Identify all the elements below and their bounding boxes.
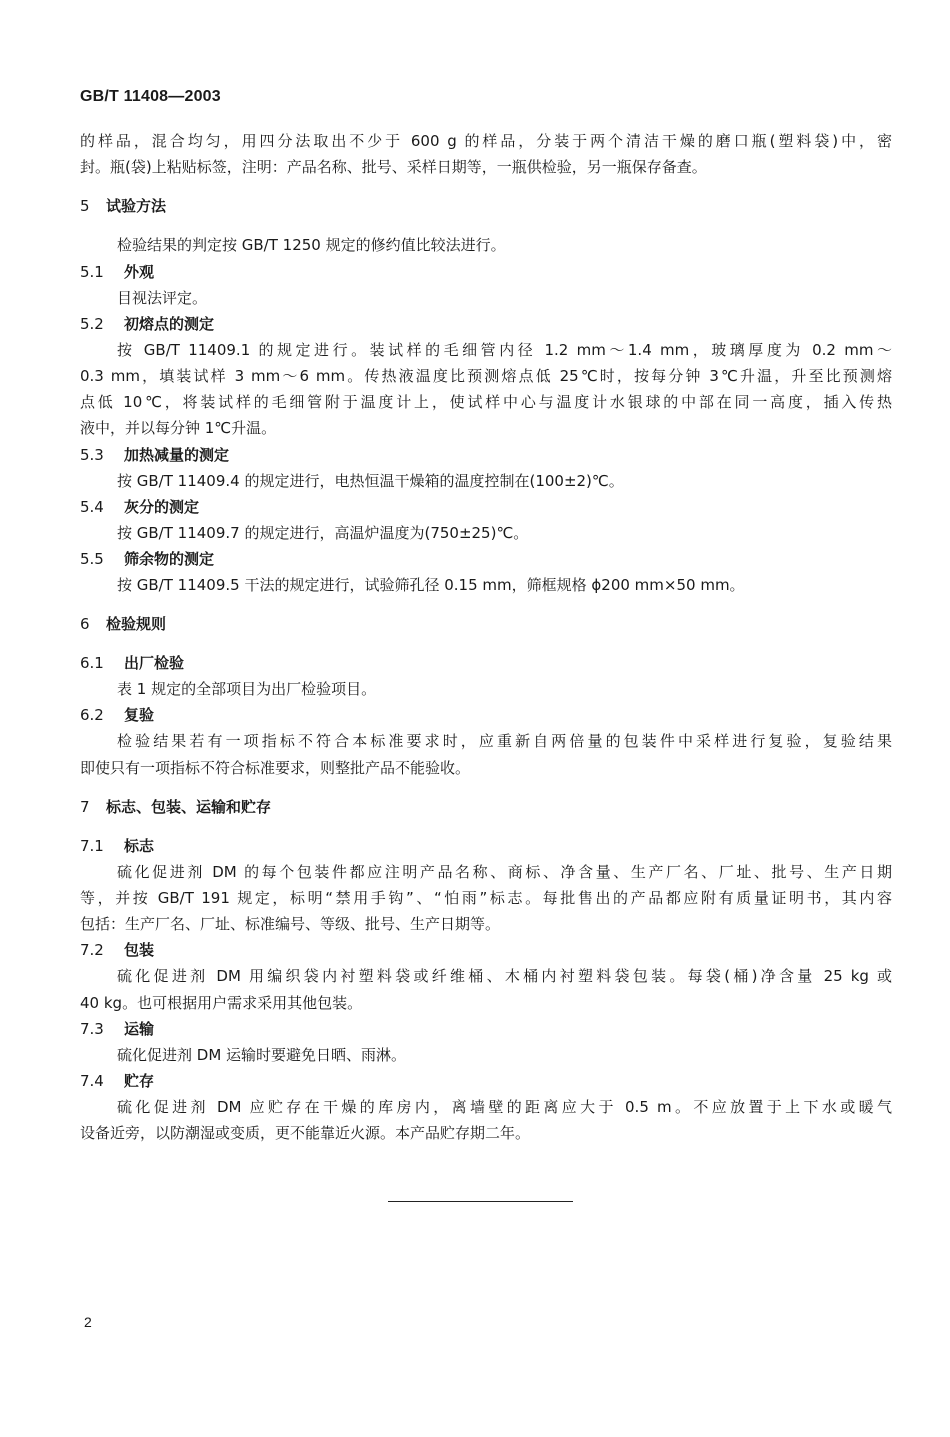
clause-6-1-body: 表 1 规定的全部项目为出厂检验项目。 [117,680,377,699]
clause-5-2-line-2: 0.3 mm，填装试样 3 mm～6 mm。传热液温度比预测熔点低 25℃时，按每分钟 3℃升温，升至比预测熔 [80,367,892,386]
clause-7-2-title: 包装 [124,941,155,960]
clause-7-2-heading [80,937,892,963]
clause-7-4-line-1: 硫化促进剂 DM 应贮存在干燥的库房内，离墙壁的距离应大于 0.5 m。不应放置于上下水或暖气 [117,1098,892,1117]
section-5-heading [80,193,892,219]
section-7-heading [80,794,892,820]
clause-5-5-heading [80,546,892,572]
clause-6-2-line-2: 即使只有一项指标不符合标准要求，则整批产品不能验收。 [80,758,471,777]
clause-5-1-body: 目视法评定。 [117,288,208,307]
clause-5-3-heading [80,442,892,468]
section-5-body: 检验结果的判定按 GB/T 1250 规定的修约值比较法进行。 [117,236,506,255]
section-5-title: 试验方法 [106,197,167,216]
clause-5-4-title: 灰分的测定 [124,497,200,516]
clause-7-1-number: 7.1 [80,836,104,855]
clause-7-4-number: 7.4 [80,1072,104,1091]
section-6-heading [80,611,892,637]
clause-5-5-number: 5.5 [80,550,104,569]
clause-7-1-line-2: 等，并按 GB/T 191 规定，标明“禁用手钩”、“怕雨”标志。每批售出的产品都应附有质量证明书，其内容 [80,889,892,908]
clause-6-1-title: 出厂检验 [124,654,185,673]
clause-7-4-line-2: 设备近旁，以防潮湿或变质，更不能靠近火源。本产品贮存期二年。 [80,1124,531,1143]
clause-7-2-line-2: 40 kg。也可根据用户需求采用其他包装。 [80,993,363,1012]
section-7-title: 标志、包装、运输和贮存 [106,797,272,816]
section-5-number: 5 [80,197,90,216]
end-of-standard-rule [388,1201,573,1202]
clause-5-2-number: 5.2 [80,314,104,333]
clause-5-4-body: 按 GB/T 11409.7 的规定进行，高温炉温度为(750±25)℃。 [117,523,529,542]
section-7-number: 7 [80,797,90,816]
clause-5-2-line-3: 点低 10℃，将装试样的毛细管附于温度计上，使试样中心与温度计水银球的中部在同一高度，插入传热 [80,393,892,412]
clause-5-2-line-4: 液中，并以每分钟 1℃升温。 [80,419,277,438]
clause-7-1-heading [80,833,892,859]
clause-5-5-body: 按 GB/T 11409.5 干法的规定进行，试验筛孔径 0.15 mm，筛框规格 ϕ200 mm×50 mm。 [117,576,745,595]
clause-5-5-title: 筛余物的测定 [124,550,215,569]
intro-line-1: 的样品，混合均匀，用四分法取出不少于 600 g 的样品，分装于两个清洁干燥的磨口瓶(塑料袋)中，密 [80,132,892,150]
clause-6-1-heading [80,650,892,676]
clause-5-2-line-1: 按 GB/T 11409.1 的规定进行。装试样的毛细管内径 1.2 mm～1.4 mm，玻璃厚度为 0.2 mm～ [117,340,892,359]
clause-6-2-number: 6.2 [80,706,104,725]
clause-5-4-number: 5.4 [80,497,104,516]
clause-5-4-heading [80,494,892,520]
clause-7-1-title: 标志 [124,836,155,855]
clause-7-2-line-1: 硫化促进剂 DM 用编织袋内衬塑料袋或纤维桶、木桶内衬塑料袋包装。每袋(桶)净含量 25 kg 或 [117,967,892,986]
clause-6-2-heading [80,702,892,728]
clause-5-3-number: 5.3 [80,445,104,464]
clause-5-3-body: 按 GB/T 11409.4 的规定进行，电热恒温干燥箱的温度控制在(100±2)℃。 [117,471,624,490]
clause-5-3-title: 加热减量的测定 [124,445,230,464]
clause-5-2-heading [80,311,892,337]
clause-7-3-heading [80,1016,892,1042]
clause-6-2-line-1: 检验结果若有一项指标不符合本标准要求时，应重新自两倍量的包装件中采样进行复验，复验结果 [117,732,892,751]
clause-6-2-title: 复验 [124,706,155,725]
clause-5-1-title: 外观 [124,262,155,281]
standard-code-header: GB/T 11408—2003 [80,88,221,105]
clause-5-2-title: 初熔点的测定 [124,314,215,333]
document-body [80,128,892,1146]
clause-7-4-title: 贮存 [124,1072,155,1091]
clause-5-1-heading [80,259,892,285]
section-6-number: 6 [80,615,90,634]
clause-6-1-number: 6.1 [80,654,104,673]
clause-7-3-body: 硫化促进剂 DM 运输时要避免日晒、雨淋。 [117,1045,407,1064]
intro-line-2: 封。瓶(袋)上粘贴标签，注明：产品名称、批号、采样日期等，一瓶供检验，另一瓶保存备查。 [80,158,707,177]
clause-7-4-heading [80,1068,892,1094]
section-6-title: 检验规则 [106,615,167,634]
clause-7-3-number: 7.3 [80,1019,104,1038]
clause-7-3-title: 运输 [124,1019,155,1038]
page-number: 2 [84,1314,92,1330]
clause-7-1-line-1: 硫化促进剂 DM 的每个包装件都应注明产品名称、商标、净含量、生产厂名、厂址、批号、生产日期 [117,862,892,881]
clause-5-1-number: 5.1 [80,262,104,281]
clause-7-2-number: 7.2 [80,941,104,960]
clause-7-1-line-3: 包括：生产厂名、厂址、标准编号、等级、批号、生产日期等。 [80,915,501,934]
